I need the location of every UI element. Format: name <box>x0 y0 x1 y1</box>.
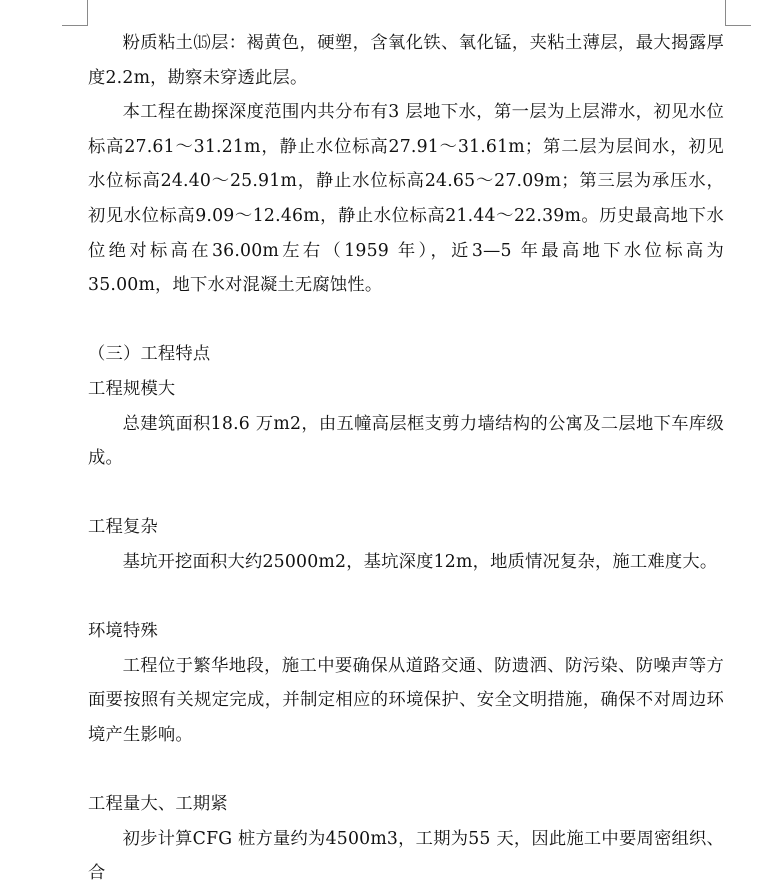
crop-mark-top-left-vertical <box>87 0 88 26</box>
paragraph-environment: 工程位于繁华地段，施工中要确保从道路交通、防遗洒、防污染、防噪声等方面要按照有关规定完成，并制定相应的环境保护、安全文明措施，确保不对周边环境产生影响。 <box>88 655 724 745</box>
subheading-tight-schedule: 工程量大、工期紧 <box>88 794 228 815</box>
blank-line <box>88 476 724 511</box>
section-heading-project-features: （三）工程特点 <box>88 344 211 365</box>
subheading-complex-project: 工程复杂 <box>88 517 158 538</box>
document-body[interactable] <box>88 26 724 891</box>
paragraph-groundwater: 本工程在勘探深度范围内共分布有3 层地下水，第一层为上层滞水，初见水位标高27.61～31.21m，静止水位标高27.91～31.61m；第二层为层间水，初见水位标高24.40～25.91m，静止水位标高24.65～27.09m；第三层为承压水，初见水位标高9.09～12.46m，静止水位标高21.44～22.39m。历史最高地下水位绝对标高在36.00m左右（1959 年），近3—5 年最高地下水位标高为35.00m，地下水对混凝土无腐蚀性。 <box>88 102 724 296</box>
paragraph-cfg-pile-volume: 初步计算CFG 桩方量约为4500m3，工期为55 天，因此施工中要周密组织、合 <box>88 828 724 884</box>
blank-line <box>88 580 724 615</box>
subheading-large-scale: 工程规模大 <box>88 378 176 399</box>
blank-line <box>88 752 724 787</box>
paragraph-building-area: 总建筑面积18.6 万m2，由五幢高层框支剪力墙结构的公寓及二层地下车库级成。 <box>88 413 724 469</box>
blank-line <box>88 303 724 338</box>
subheading-special-environment: 环境特殊 <box>88 621 158 642</box>
crop-mark-top-right-vertical <box>725 0 726 26</box>
crop-mark-top-right-horizontal <box>725 25 751 26</box>
crop-mark-top-left-horizontal <box>62 25 88 26</box>
paragraph-excavation: 基坑开挖面积大约25000m2，基坑深度12m，地质情况复杂，施工难度大。 <box>122 551 718 572</box>
paragraph-silty-clay-layer: 粉质粘土⒂层：褐黄色，硬塑，含氧化铁、氧化锰，夹粘土薄层，最大揭露厚度2.2m，勘察未穿透此层。 <box>88 33 724 88</box>
